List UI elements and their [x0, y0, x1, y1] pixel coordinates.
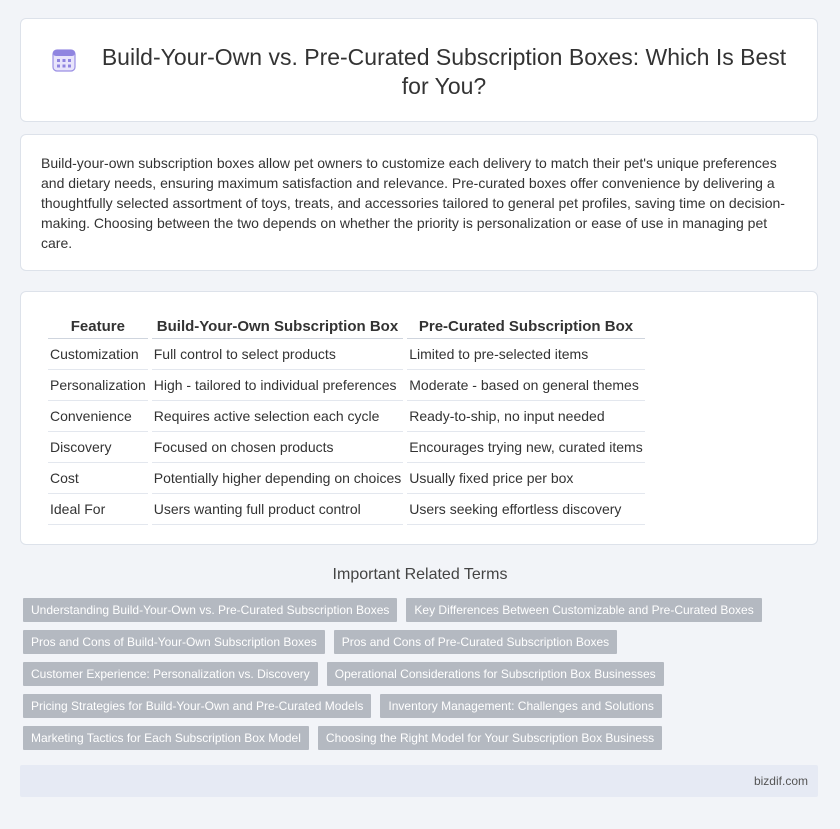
table-row: [48, 463, 645, 494]
calendar-icon: [51, 47, 77, 73]
table-header-row: [48, 313, 645, 339]
table-row: [48, 432, 645, 463]
related-terms-heading: Important Related Terms: [332, 566, 508, 583]
feature-cell: Customization: [48, 339, 148, 370]
related-term-link[interactable]: Inventory Management: Challenges and Solutions: [380, 694, 662, 718]
feature-cell: Ideal For: [48, 494, 148, 525]
build-your-own-cell: High - tailored to individual preferences: [152, 370, 404, 401]
page-title: Build-Your-Own vs. Pre-Curated Subscription Boxes: Which Is Best for You?: [101, 44, 787, 99]
comparison-table: [44, 313, 649, 525]
feature-cell: Personalization: [48, 370, 148, 401]
tag-row: [23, 694, 803, 718]
build-your-own-cell: Full control to select products: [152, 339, 404, 370]
tag-row: [23, 630, 803, 654]
related-term-link[interactable]: Pros and Cons of Pre-Curated Subscription Boxes: [334, 630, 617, 654]
feature-cell: Convenience: [48, 401, 148, 432]
header-build-your-own: Build-Your-Own Subscription Box: [152, 313, 404, 339]
tag-row: [23, 598, 803, 622]
pre-curated-cell: Moderate - based on general themes: [407, 370, 644, 401]
pre-curated-cell: Usually fixed price per box: [407, 463, 644, 494]
table-row: [48, 370, 645, 401]
related-term-link[interactable]: Understanding Build-Your-Own vs. Pre-Curated Subscription Boxes: [23, 598, 397, 622]
related-term-link[interactable]: Operational Considerations for Subscription Box Businesses: [327, 662, 664, 686]
feature-cell: Discovery: [48, 432, 148, 463]
related-term-link[interactable]: Pricing Strategies for Build-Your-Own and Pre-Curated Models: [23, 694, 371, 718]
related-terms-list: [23, 598, 803, 758]
site-name[interactable]: bizdif.com: [753, 774, 808, 788]
table-row: [48, 494, 645, 525]
pre-curated-cell: Limited to pre-selected items: [407, 339, 644, 370]
header-pre-curated: Pre-Curated Subscription Box: [407, 313, 644, 339]
intro-card: [20, 134, 818, 271]
related-term-link[interactable]: Key Differences Between Customizable and Pre-Curated Boxes: [406, 598, 761, 622]
pre-curated-cell: Ready-to-ship, no input needed: [407, 401, 644, 432]
tag-row: [23, 726, 803, 750]
pre-curated-cell: Users seeking effortless discovery: [407, 494, 644, 525]
build-your-own-cell: Requires active selection each cycle: [152, 401, 404, 432]
pre-curated-cell: Encourages trying new, curated items: [407, 432, 644, 463]
build-your-own-cell: Focused on chosen products: [152, 432, 404, 463]
table-row: [48, 401, 645, 432]
build-your-own-cell: Users wanting full product control: [152, 494, 404, 525]
comparison-card: [20, 291, 818, 545]
title-card: [20, 18, 818, 122]
footer-bar: [20, 765, 818, 797]
tag-row: [23, 662, 803, 686]
related-term-link[interactable]: Marketing Tactics for Each Subscription Box Model: [23, 726, 309, 750]
table-row: [48, 339, 645, 370]
build-your-own-cell: Potentially higher depending on choices: [152, 463, 404, 494]
header-feature: Feature: [48, 313, 148, 339]
related-term-link[interactable]: Customer Experience: Personalization vs. Discovery: [23, 662, 318, 686]
feature-cell: Cost: [48, 463, 148, 494]
intro-paragraph: Build-your-own subscription boxes allow pet owners to customize each delivery to match their pet's unique preferences and dietary needs, ensuring maximum satisfaction and relevance. Pre-curated boxes offer convenience by delivering a thoughtfully selected assortment of toys, treats, and accessories tailored to general pet profiles, saving time on decision-making. Choosing between the two depends on whether the priority is personalization or ease of use in managing pet care.: [41, 155, 785, 251]
related-term-link[interactable]: Choosing the Right Model for Your Subscription Box Business: [318, 726, 662, 750]
related-term-link[interactable]: Pros and Cons of Build-Your-Own Subscription Boxes: [23, 630, 325, 654]
